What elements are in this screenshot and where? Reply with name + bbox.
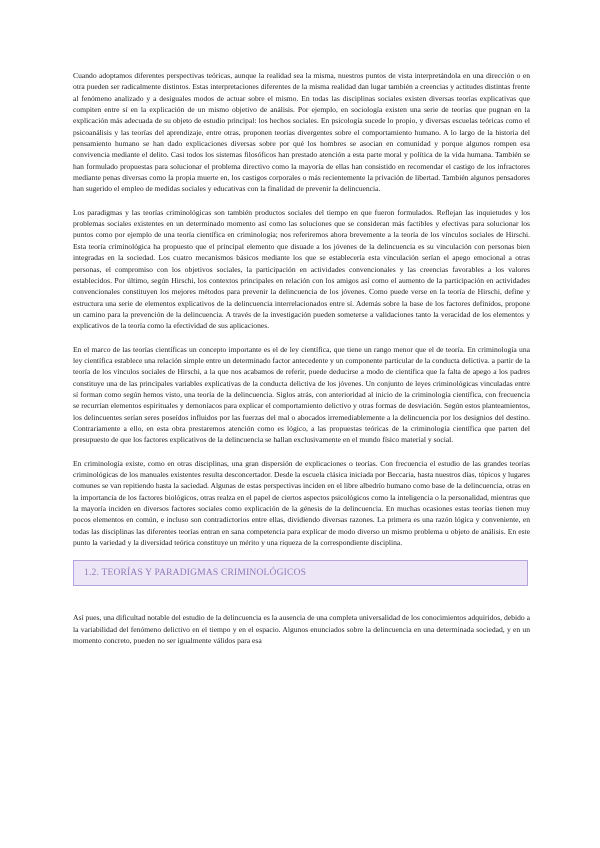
document-page [73, 70, 530, 658]
paragraph-closing: Así pues, una dificultad notable del estudio de la delincuencia es la ausencia de una completa universalidad de los conocimientos adquiridos, debido a la variabilidad del fenómeno delictivo en el tiempo y en el espacio. Algunos enunciados sobre la delincuencia en una determinada sociedad, y en un momento concreto, pueden no ser igualmente válidos para esa [73, 613, 530, 646]
paragraph-perspectivas: Cuando adoptamos diferentes perspectivas teóricas, aunque la realidad sea la misma, nuestros puntos de vista interpretándola en una dirección o en otra pueden ser radicalmente distintos. Estas interpretaciones diferentes de la misma realidad dan lugar también a creencias y actitudes distintas frente al fenómeno analizado y a desiguales modos de actuar sobre el mismo. En todas las disciplinas sociales existen diversas teorías explicativas que compiten entre sí en la explicación de un mismo objetivo de análisis. Por ejemplo, en sociología existen una serie de teorías que pugnan en la explicación más adecuada de su objeto de estudio principal: los hechos sociales. En psicología sucede lo propio, y diversas escuelas teóricas como el psicoanálisis y las teorías del aprendizaje, entre otras, proponen teorías divergentes sobre el comportamiento humano. A lo largo de la historia del pensamiento humano se han dado explicaciones diversas sobre por qué los hombres se asocian en comunidad y porque algunos rompen esa convivencia mediante el delito. Casi todos los sistemas filosóficos han prestado atención a esta parte moral y política de la vida humana. También se han formulado propuestas para solucionar el problema directivo como la mayoría de ellas han consistido en recomendar el castigo de los infractores mediante penas diversas como la propia muerte en, los castigos corporales o más recientemente la privación de libertad. También algunos pensadores han sugerido el empleo de medidas sociales y educativas con la finalidad de prevenir la delincuencia. [73, 71, 530, 194]
paragraph-paradigmas: Los paradigmas y las teorías criminológicas son también productos sociales del tiempo en que fueron formulados. Reflejan las inquietudes y los problemas sociales existentes en un determinado momento así como las soluciones que se consideran más factibles y efectivas para solucionar los puntos como por ejemplo de una teoría científica en criminología; nos referiremos ahora brevemente a la teoría de los vínculos sociales de Hirschi. Esta teoría criminológica ha propuesto que el principal elemento que disuade a los jóvenes de la delincuencia es su vinculación con personas bien integradas en la sociedad. Los cuatro mecanismos básicos mediante los que se establecería esta vinculación serían el apego emocional a otras personas, el compromiso con los objetivos sociales, la participación en actividades convencionales y las creencias favorables a los valores establecidos. Por último, según Hirschi, los contextos principales en relación con los amigos así como el aumento de la participación en actividades convencionales constituyen los mejores métodos para prevenir la delincuencia de los jóvenes. Como puede verse en la teoría de Hirschi, define y estructura una serie de elementos explicativos de la delincuencia interrelacionados entre sí. Además sobre la base de los factores definidos, propone un camino para la prevención de la delincuencia. A través de la investigación pueden someterse a validaciones tanto la veracidad de los elementos y explicativos de la teoría como la efectividad de sus aplicaciones. [73, 207, 530, 331]
paragraph-ley-cientifica: En el marco de las teorías científicas un concepto importante es el de ley científica, que tiene un rango menor que el de teoría. En criminología una ley científica establece una relación simple entre un determinado factor antecedente y un componente particular de la conducta delictiva. a partir de la teoría de los vínculos sociales de Hirschi, a la que nos acabamos de referir, puede deducirse a modo de científica que la falta de apego a los padres constituye una de las principales variables explicativas de la conducta delictiva de los jóvenes. Un conjunto de leyes criminológicas vinculadas entre sí forman como según hemos visto, una teoría de la delincuencia. Siglos atrás, con anterioridad al inicio de la criminología científica, con frecuencia se recurrían elementos espirituales y demoníacos para explicar el comportamiento delictivo y otras formas de desviación. Según estos planteamientos, los delincuentes serían seres poseídos influidos por las fuerzas del mal o abocados irremediablemente a la delincuencia por los designios del destino. Contrariamente a ello, en esta obra prestaremos atención como es lógico, a las propuestas teóricas de la criminología científica que parten del presupuesto de que los factores explicativos de la delincuencia se hallan exclusivamente en el mundo físico material y social. [73, 344, 530, 445]
section-heading-box [73, 560, 528, 586]
paragraph-dispersion: En criminología existe, como en otras disciplinas, una gran dispersión de explicaciones o teorías. Con frecuencia el estudio de las grandes teorías criminológicas de los manuales existentes resulta desconcertador. Desde la escuela clásica iniciada por Beccaria, hasta nuestros días, tópicos y lugares comunes se van repitiendo hasta la saciedad. Algunas de estas perspectivas inciden en el libre albedrío humano como base de la delincuencia, otras en la importancia de los factores biológicos, otras realza en el papel de ciertos aspectos psicológicos como la inteligencia o la personalidad, mientras que la mayoría inciden en diversos factores sociales como explicación de la génesis de la delincuencia. En muchas ocasiones estas teorías tienen muy pocos elementos en común, e incluso son contradictorios entre ellas, dividiendo diversas razones. La primera es una razón lógica y conveniente, en todas las disciplinas las diferentes teorías entran en sana competencia para explicar de modo diverso un mismo problema u objeto de análisis. En este punto la variedad y la diversidad teórica constituye un mérito y una riqueza de la correspondiente disciplina. [73, 458, 530, 548]
section-heading: 1.2. TEORÍAS Y PARADIGMAS CRIMINOLÓGICOS [84, 567, 307, 578]
